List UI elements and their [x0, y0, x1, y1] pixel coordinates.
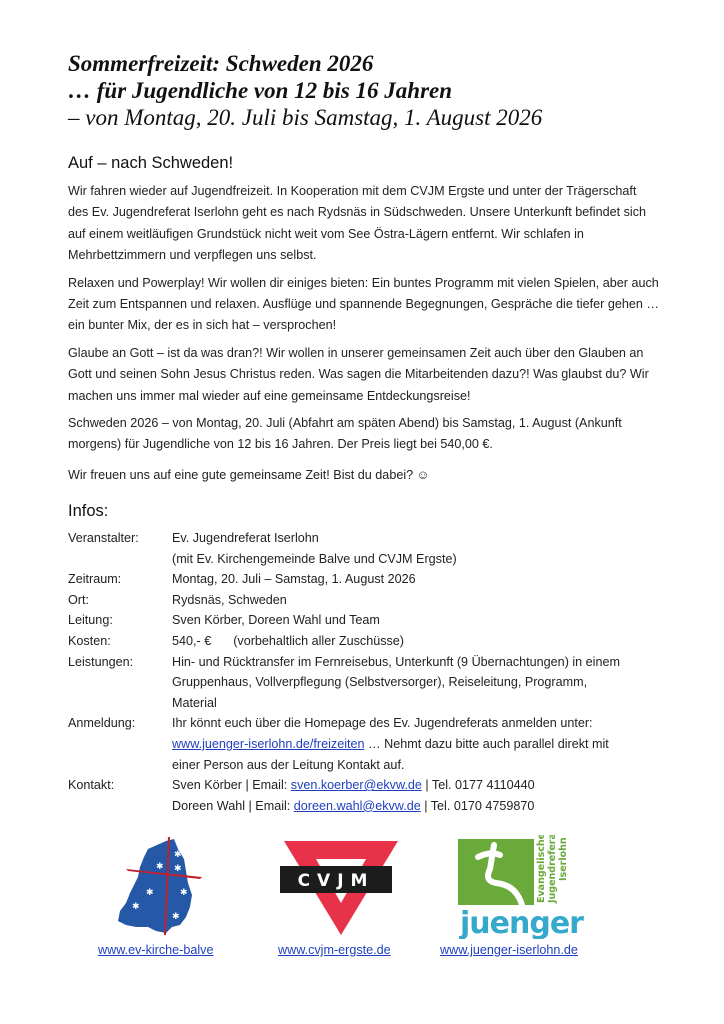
info-value — [172, 652, 678, 714]
registration-link[interactable]: www.juenger-iserlohn.de/freizeiten — [172, 736, 365, 751]
title-line-2: … für Jugendliche von 12 bis 16 Jahren — [68, 78, 453, 103]
juenger-website-link[interactable]: www.juenger-iserlohn.de — [440, 943, 578, 957]
title-block — [68, 50, 668, 132]
contact-phone: | Tel. 0177 4110440 — [421, 778, 535, 793]
intro-paragraph: Wir fahren wieder auf Jugendfreizeit. In Kooperation mit dem CVJM Ergste und unter der Trägerschaft des Ev. Jugendreferat Iserlohn geht es nach Rydsnäs in Südschweden. Unsere Unterkunft befindet sich auf einem weitläufigen Grundstück nicht weit vom See Östra-Lägern entfernt. Wir schlafen in Mehrbettzimmern und verpflegen uns selbst. — [68, 184, 647, 263]
info-value: Rydsnäs, Schweden — [172, 592, 287, 607]
info-value — [172, 713, 678, 775]
info-label: Leitung: — [68, 613, 113, 628]
balve-logo-block — [96, 835, 226, 957]
veranstalter-line-2: (mit Ev. Kirchengemeinde Balve und CVJM Ergste) — [172, 551, 457, 566]
juenger-side-text — [536, 835, 569, 904]
contact-phone: | Tel. 0170 4759870 — [420, 798, 535, 813]
contact-email-link[interactable]: doreen.wahl@ekvw.de — [293, 798, 421, 813]
info-row-leitung — [68, 610, 678, 631]
info-value — [172, 631, 678, 652]
side-text-line: Jugendreferat — [547, 835, 558, 903]
title-line-3: – von Montag, 20. Juli bis Samstag, 1. August 2026 — [68, 105, 543, 130]
info-value: Sven Körber, Doreen Wahl und Team — [172, 613, 380, 628]
svg-text:✱: ✱ — [172, 912, 180, 922]
leistungen-line-2: Gruppenhaus, Vollverpflegung (Selbstversorger), Reiseleitung, Programm, — [172, 675, 588, 690]
juenger-figure-arm — [478, 853, 500, 857]
contact-email-link[interactable]: sven.koerber@ekvw.de — [290, 778, 422, 793]
contact-name: Sven Körber | Email: — [172, 778, 291, 793]
price-note: (vorbehaltlich aller Zuschüsse) — [233, 633, 405, 648]
side-text-line: Iserlohn — [558, 837, 569, 881]
title-line-1: Sommerfreizeit: Schweden 2026 — [68, 51, 374, 76]
info-label: Kosten: — [68, 633, 111, 648]
info-row-kontakt — [68, 775, 678, 816]
svg-text:✱: ✱ — [146, 888, 154, 898]
intro-paragraph: Wir freuen uns auf eine gute gemeinsame Zeit! Bist du dabei? ☺ — [68, 467, 430, 482]
svg-text:✱: ✱ — [156, 862, 164, 872]
leistungen-line-1: Hin- und Rücktransfer im Fernreisebus, Unterkunft (9 Übernachtungen) in einem — [172, 654, 620, 669]
svg-text:✱: ✱ — [174, 850, 182, 860]
cvjm-website-link[interactable]: www.cvjm-ergste.de — [278, 943, 391, 957]
balve-website-link[interactable]: www.ev-kirche-balve — [98, 943, 214, 957]
price: 540,- € — [172, 633, 212, 648]
info-value — [172, 528, 678, 569]
info-label: Ort: — [68, 592, 89, 607]
contact-name: Doreen Wahl | Email: — [172, 798, 294, 813]
svg-text:✱: ✱ — [132, 902, 140, 912]
info-label: Zeitraum: — [68, 572, 122, 587]
anmeldung-line-2-text: … Nehmt dazu bitte auch parallel direkt mit — [364, 736, 609, 751]
svg-text:✱: ✱ — [174, 864, 182, 874]
contact-person — [172, 775, 678, 796]
cvjm-wordmark: CVJM — [297, 871, 375, 891]
info-row-leistungen — [68, 652, 678, 714]
info-label: Kontakt: — [68, 778, 115, 793]
anmeldung-line-3: einer Person aus der Leitung Kontakt auf. — [172, 757, 405, 772]
intro-paragraph: Glaube an Gott – ist da was dran?! Wir wollen in unserer gemeinsamen Zeit auch über den Glauben an Gott und seinen Sohn Jesus Christus reden. Was sagen die Mitarbeitenden dazu?! Was glaubst du? Wir machen uns immer mal wieder auf eine gemeinsame Entdeckungsreise! — [68, 345, 649, 403]
info-row-veranstalter — [68, 528, 678, 569]
anmeldung-line-2 — [172, 734, 678, 755]
info-label: Anmeldung: — [68, 716, 136, 731]
infos-table — [68, 528, 678, 816]
info-row-kosten — [68, 631, 678, 652]
side-text-line: Evangelisches — [536, 835, 547, 903]
info-value: Montag, 20. Juli – Samstag, 1. August 2026 — [172, 572, 416, 587]
intro-paragraph: Relaxen und Powerplay! Wir wollen dir einiges bieten: Ein buntes Programm mit vielen Spielen, aber auch Zeit zum Entspannen und relaxen. Ausflüge und spannende Begegnungen, Gespräche die tiefer gehen … ein bunter Mix, der es in sich hat – versprochen! — [68, 275, 659, 333]
info-value — [172, 775, 678, 816]
infos-heading: Infos: — [68, 502, 109, 520]
info-label: Leistungen: — [68, 654, 134, 669]
intro-paragraph: Schweden 2026 – von Montag, 20. Juli (Abfahrt am späten Abend) bis Samstag, 1. August (Ankunft morgens) für Jugendliche von 12 bis 16 Jahren. Der Preis liegt bei 540,00 €. — [68, 416, 622, 452]
veranstalter-line-1: Ev. Jugendreferat Iserlohn — [172, 531, 319, 545]
juenger-logo-block — [438, 835, 598, 957]
intro-text — [68, 181, 668, 492]
contact-person — [172, 796, 678, 817]
balve-church-logo — [96, 835, 226, 939]
info-row-zeitraum — [68, 569, 678, 590]
info-row-ort — [68, 590, 678, 611]
leistungen-line-3: Material — [172, 695, 217, 710]
juenger-logo — [438, 835, 598, 939]
info-row-anmeldung — [68, 713, 678, 775]
cvjm-logo — [272, 835, 412, 939]
svg-text:✱: ✱ — [180, 888, 188, 898]
intro-heading: Auf – nach Schweden! — [68, 154, 234, 172]
juenger-wordmark: juenger — [460, 906, 583, 939]
info-label: Veranstalter: — [68, 531, 139, 545]
anmeldung-line-1: Ihr könnt euch über die Homepage des Ev. Jugendreferats anmelden unter: — [172, 716, 593, 731]
cvjm-logo-block — [272, 835, 412, 957]
partner-logos — [0, 835, 724, 965]
